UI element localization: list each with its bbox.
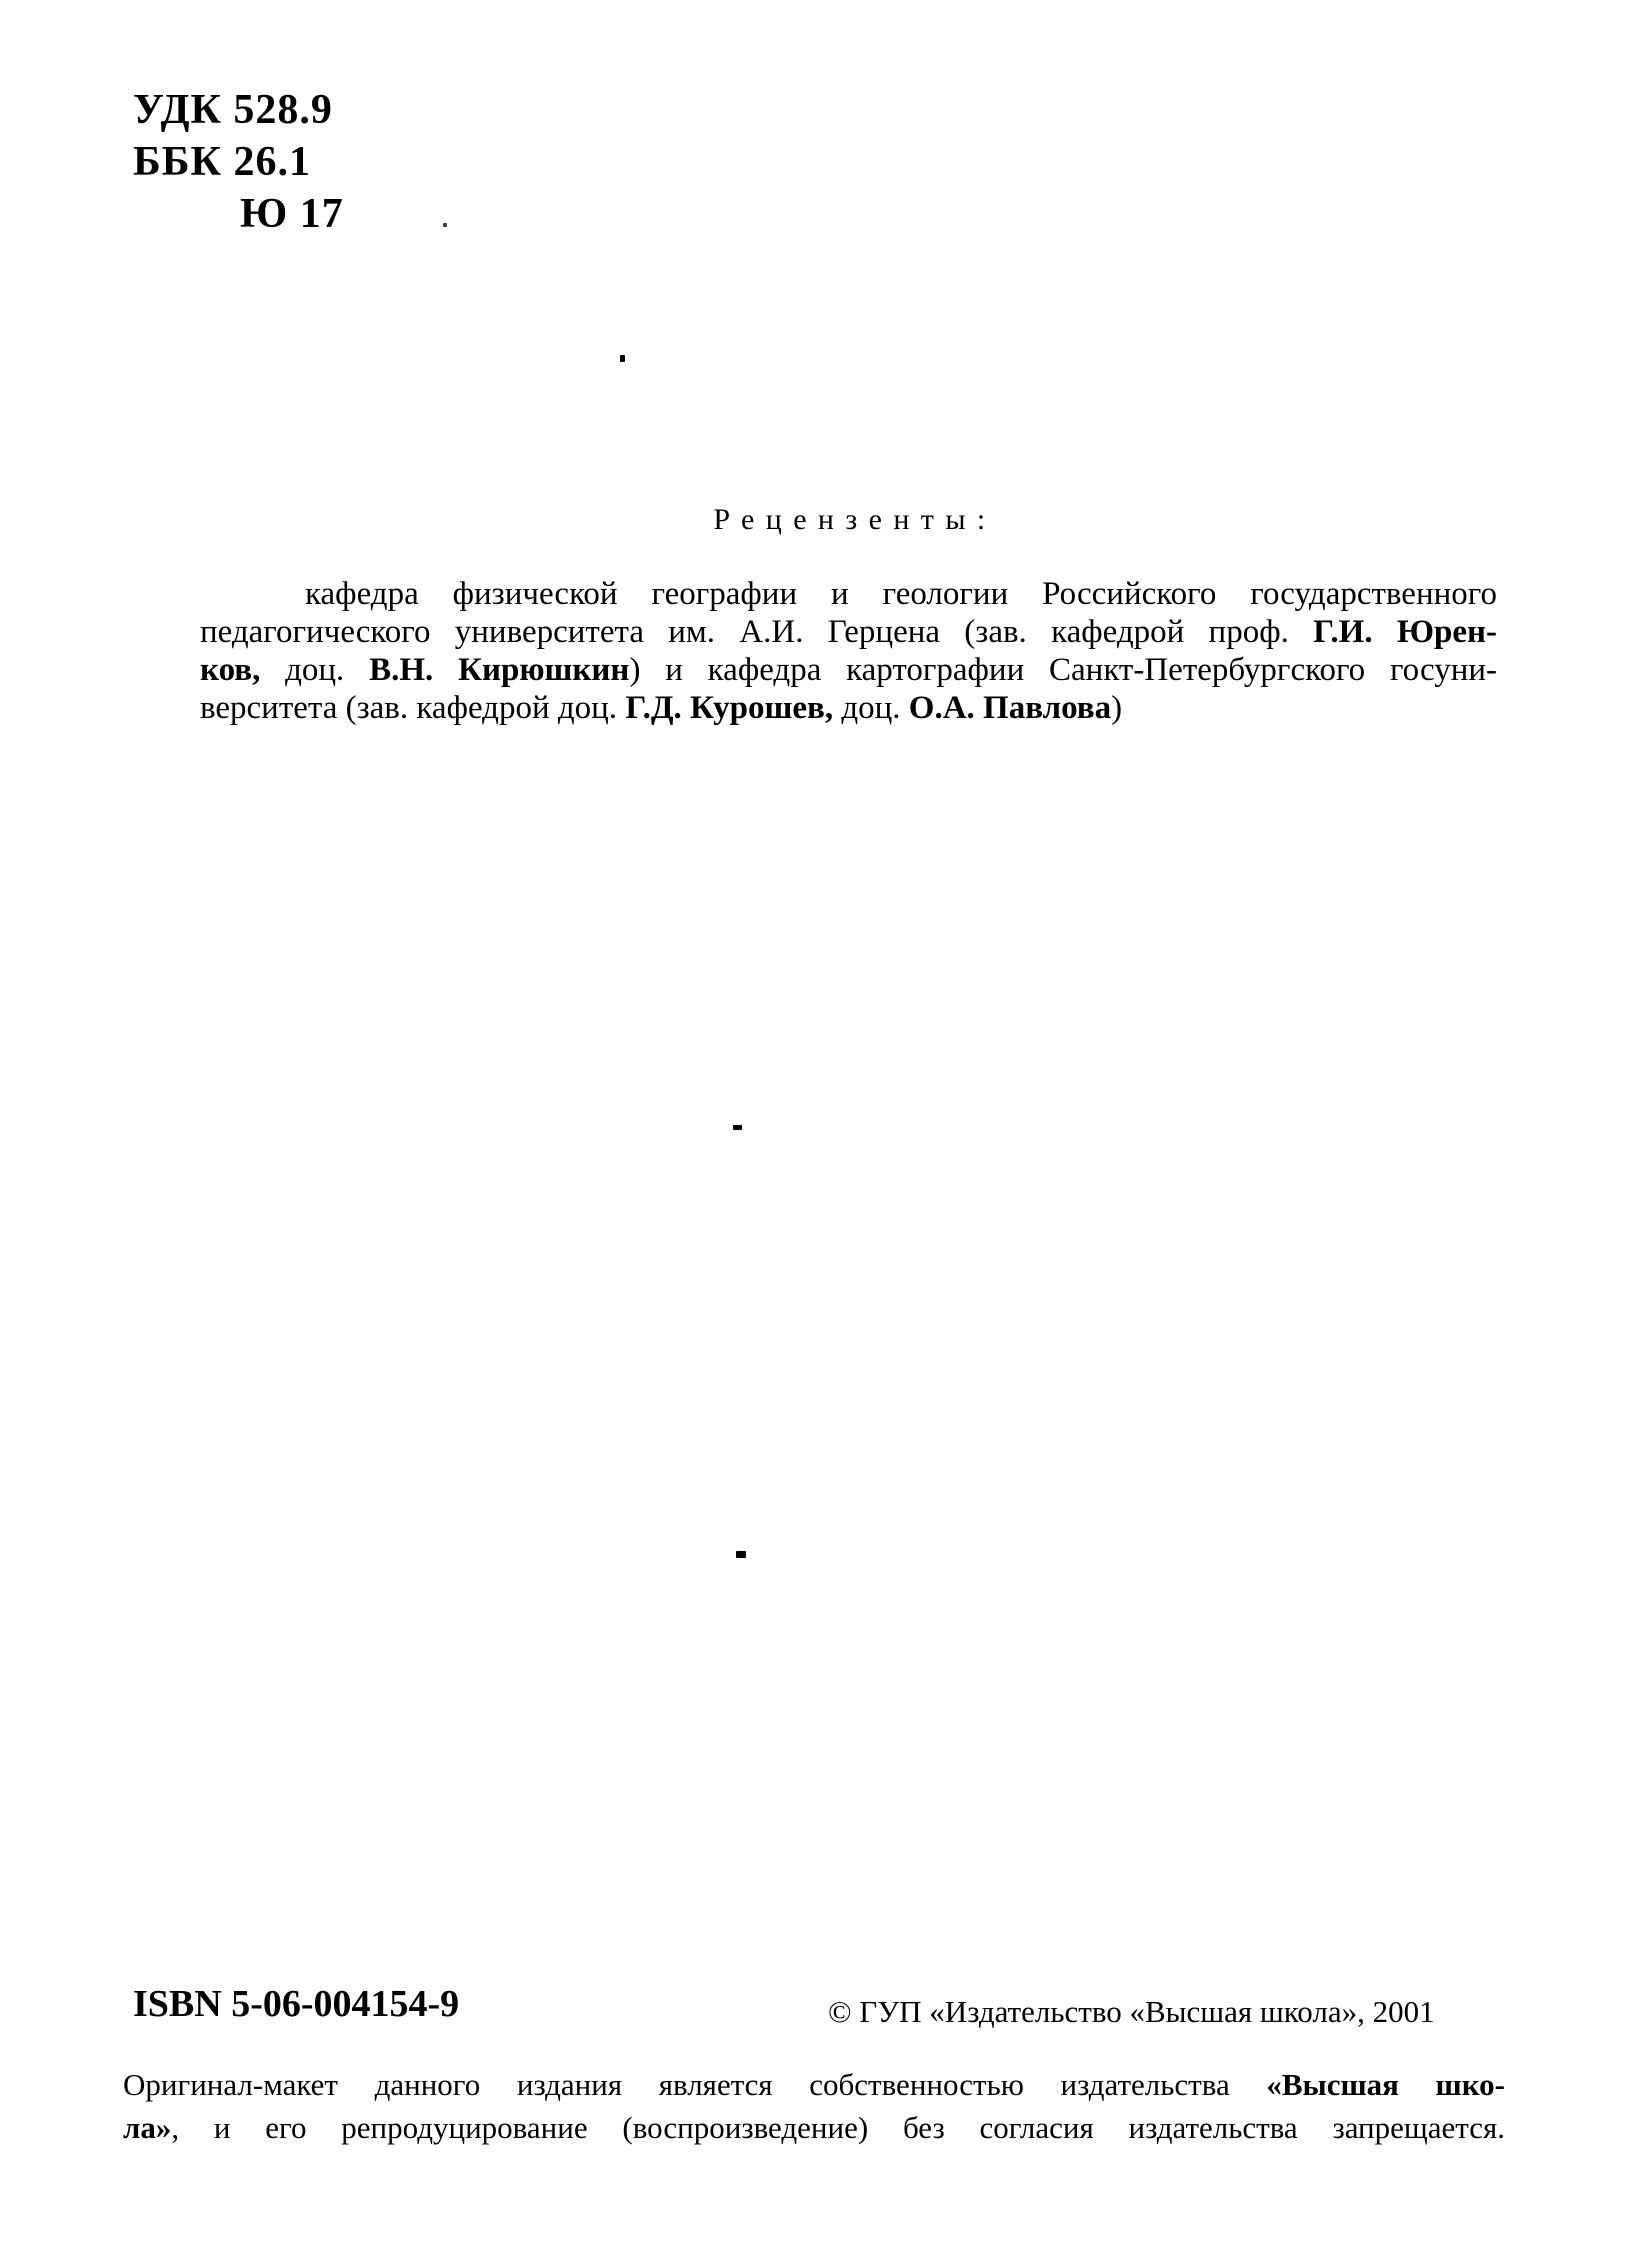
reviewer-name: О.А. Павлова (908, 690, 1112, 726)
reviewers-line-4 (200, 689, 1497, 727)
isbn-number: ISBN 5-06-004154-9 (133, 1983, 460, 2025)
reviewers-text: доц. (260, 652, 370, 688)
reviewer-name: В.Н. Кирюшкин (369, 652, 630, 688)
author-sign-code: Ю 17 (240, 191, 344, 237)
reviewers-line-3 (200, 651, 1497, 689)
reviewer-name: ков, (200, 652, 261, 688)
legal-text: Оригинал-макет данного издания является собственностью издательства (123, 2067, 1267, 2102)
legal-line-2 (123, 2106, 1505, 2149)
publisher-name: «Высшая шко- (1266, 2067, 1505, 2102)
reviewers-line-1 (200, 575, 1497, 613)
scan-speck (736, 1551, 746, 1558)
cataloguing-codes-block (133, 84, 344, 240)
legal-notice-paragraph (123, 2063, 1505, 2149)
reviewers-text: доц. (833, 690, 909, 726)
reviewers-heading: Рецензенты: (713, 503, 997, 536)
reviewer-name: Г.Д. Курошев, (625, 690, 834, 726)
legal-text: , и его репродуцирование (воспроизведение) без согласия издательства запрещается. (171, 2110, 1505, 2145)
reviewers-text: ) (1111, 690, 1123, 726)
publisher-name: ла» (123, 2110, 172, 2145)
reviewers-text: педагогического университета им. А.И. Герцена (зав. кафедрой проф. (200, 614, 1314, 650)
publisher-copyright: © ГУП «Издательство «Высшая школа», 2001 (828, 1994, 1435, 2029)
scan-speck (733, 1125, 742, 1130)
legal-line-1 (123, 2063, 1505, 2106)
scan-speck (620, 355, 625, 362)
reviewers-text: ) и кафедра картографии Санкт-Петербургского госуни- (629, 652, 1498, 688)
bbk-code: ББК 26.1 (133, 139, 311, 185)
reviewers-text: верситета (зав. кафедрой доц. (200, 690, 626, 726)
udc-code: УДК 528.9 (133, 87, 333, 133)
reviewers-line-2 (200, 613, 1497, 651)
reviewers-paragraph (200, 575, 1497, 727)
reviewers-text: кафедра физической географии и геологии Российского государственного (305, 576, 1497, 612)
reviewer-name: Г.И. Юрен- (1313, 614, 1497, 650)
scan-speck (443, 223, 447, 227)
